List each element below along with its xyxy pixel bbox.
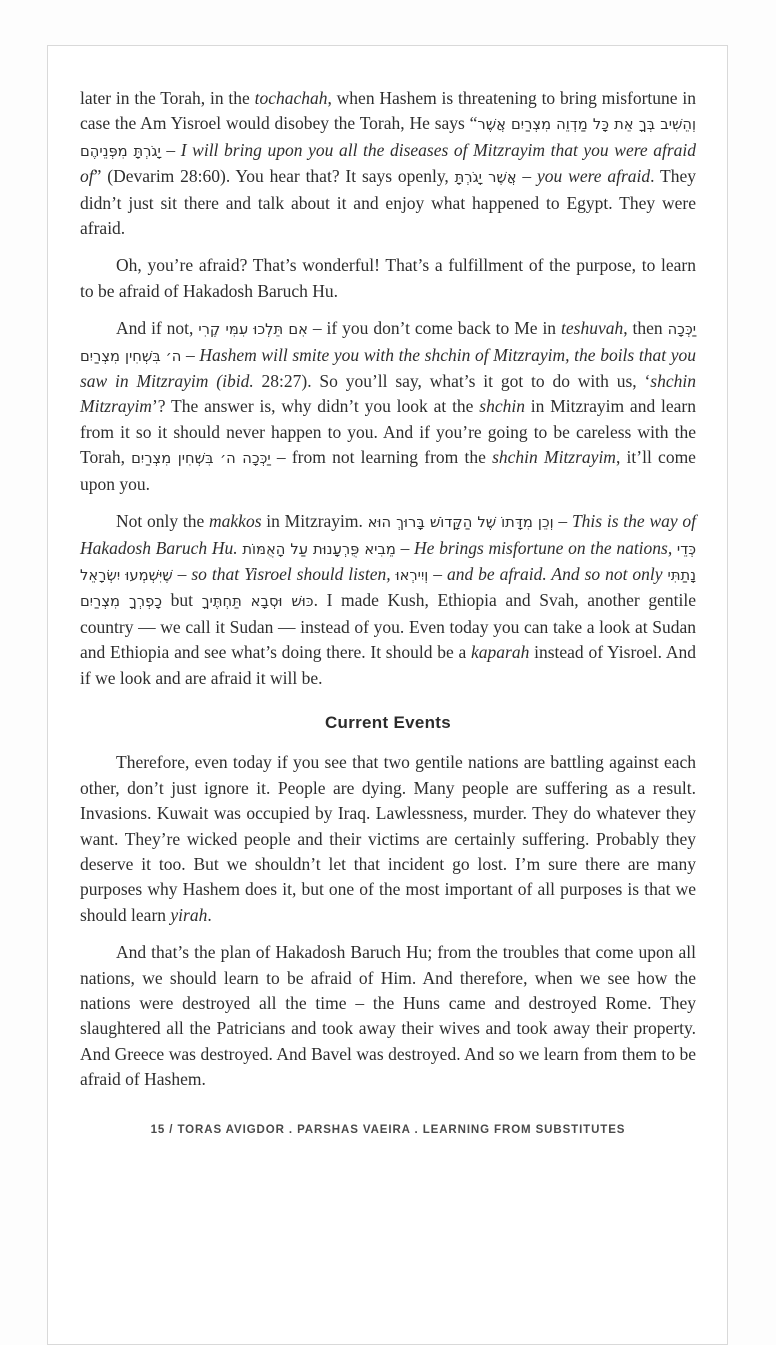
italic-text: He brings misfortune on the nations, [414, 537, 677, 558]
italic-text: makkos [209, 511, 262, 532]
hebrew-phrase: כְּדֵי שֶׁיִּשְׁמְעוּ יִשְׂרָאֵל [80, 540, 696, 584]
page-footer [80, 1118, 696, 1143]
italic-text: Hashem will smite you with the shchin of Mitzrayim, the boils that you saw in Mitzrayim (ibid. [80, 344, 697, 392]
hebrew-phrase: אִם תֵּלְכוּ עִמִּי קֶרִי [198, 321, 308, 339]
paragraph [80, 509, 696, 691]
italic-text: and be afraid. And so not only [446, 563, 668, 584]
paragraph [80, 750, 696, 928]
document-page [47, 45, 728, 1345]
body-text-run: And that’s the plan of Hakadosh Baruch Hu; from the troubles that come upon all nations, we should learn to be afraid of Him. And therefore, when we see how the nations were destroyed all the time – the Huns came and destroyed Rome. They slaughtered all the Patricians and took away their wives and took away their property. And Greece was destroyed. And Bavel was destroyed. And so we learn from them to be afraid of Hashem. [80, 942, 696, 1090]
text-column [48, 46, 727, 1143]
body-text-run: – [172, 563, 192, 584]
body-text-run: , it’ll come upon you. [80, 447, 696, 494]
hebrew-phrase: יַכְּכָה ה׳ בִּשְׁחִין מִצְרַיִם [131, 450, 271, 468]
italic-text: This is the way of Hakadosh Baruch Hu. [80, 511, 697, 558]
paragraph [80, 253, 696, 304]
italic-text: shchin Mitzrayim [80, 371, 696, 417]
paragraph [80, 316, 696, 497]
body-text [80, 86, 696, 1093]
body-text-run: in Mitzrayim. [261, 511, 368, 532]
body-text-run: ” (Devarim 28:60). You hear that? It says openly, [93, 166, 455, 187]
hebrew-phrase: וְהֵשִׁיב בְּךָ אֵת כָּל מַדְוֵה מִצְרַיִם אֲשֶׁר יָגֹרְתָּ מִפְּנֵיהֶם [80, 116, 696, 160]
body-text-run: – [553, 511, 572, 532]
body-text-run: – from not learning from the [270, 447, 493, 468]
body-text-run: – [395, 537, 415, 558]
italic-text: you were afraid [537, 166, 651, 187]
hebrew-phrase: נָתַתִּי כָפְרְךָ מִצְרַיִם [80, 566, 697, 611]
body-text-run: – [160, 139, 181, 160]
italic-text: teshuvah [561, 318, 624, 339]
italic-text: so that Yisroel should listen, [191, 563, 396, 584]
body-text-run: later in the Torah, in the [80, 88, 255, 108]
hebrew-phrase: מֵבִיא פֻּרְעָנוּת עַל הָאֻמּוֹת [242, 540, 396, 558]
body-text-run: And if not, [116, 318, 199, 339]
body-text-run: but [162, 590, 202, 611]
body-text-run: – [516, 166, 538, 187]
hebrew-phrase: כּוּשׁ וּסְבָא תַּחְתֶּיךָ [201, 593, 314, 611]
body-text-run: . [207, 904, 212, 925]
italic-text: tochachah [254, 88, 328, 108]
body-text-run: – [428, 563, 447, 584]
body-text-run: 28:27). So you’ll say, what’s it got to do with us, ‘ [253, 371, 651, 392]
italic-text: I will bring upon you all the diseases of Mitzrayim that you were afraid of [80, 139, 697, 187]
body-text-run: , when Hashem is threatening to bring misfortune in case the Am Yisroel would disobey the Torah, He says “ [80, 88, 696, 134]
body-text-run: . They didn’t just sit there and talk about it and enjoy what happened to Egypt. They were afraid. [80, 166, 696, 239]
body-text-run: Oh, you’re afraid? That’s wonderful! That’s a fulfillment of the purpose, to learn to be afraid of Hakadosh Baruch Hu. [80, 255, 696, 301]
body-text-run: – if you don’t come back to Me in [307, 318, 561, 339]
body-text-run: in Mitzrayim and learn from it so it should never happen to you. And if you’re going to be careless with the Torah, [80, 396, 696, 468]
hebrew-phrase: וְיִירְאוּ [395, 566, 429, 584]
paragraph [80, 940, 696, 1092]
body-text-run: instead of Yisroel. And if we look and are afraid it will be. [80, 642, 696, 688]
paragraph [80, 86, 696, 241]
body-text-run: Therefore, even today if you see that two gentile nations are battling against each other, don’t just ignore it. People are dying. Many people are suffering as a result. Invasions. Kuwait was occupied by Iraq. Lawlessness, murder. They do whatever they want. They’re wicked people and their victims are certainly suffering. Probably they deserve it too. But we shouldn’t let that incident go lost. I’m sure there are many purposes why Hashem does it, but one of the most important of all purposes is that we should learn [80, 752, 696, 925]
hebrew-phrase: וְכֵן מִדָּתוֹ שֶׁל הַקָּדוֹשׁ בָּרוּךְ הוּא [367, 514, 554, 532]
body-text-run: . I made Kush, Ethiopia and Svah, another gentile country — we call it Sudan — instead of you. Even today you can take a look at Sudan and Ethiopia and see what’s doing there. It should be a [80, 590, 696, 663]
body-text-run: Not only the [116, 511, 210, 532]
section-heading: Current Events [324, 712, 452, 732]
italic-text: shchin Mitzrayim [492, 447, 616, 468]
body-text-run: – [181, 344, 200, 365]
italic-text: shchin [479, 396, 525, 417]
body-text-run: , then [623, 318, 668, 339]
hebrew-phrase: אֲשֶׁר יָגֹרְתָּ [454, 169, 517, 187]
body-text-run: ’? The answer is, why didn’t you look at the [151, 396, 480, 417]
italic-text: yirah [170, 904, 208, 925]
italic-text: kaparah [471, 642, 530, 663]
hebrew-phrase: יַכְּכָה ה׳ בִּשְׁחִין מִצְרַיִם [80, 321, 696, 365]
footer-text: 15 / TORAS AVIGDOR . PARSHAS VAEIRA . LEARNING FROM SUBSTITUTES [150, 1123, 626, 1136]
